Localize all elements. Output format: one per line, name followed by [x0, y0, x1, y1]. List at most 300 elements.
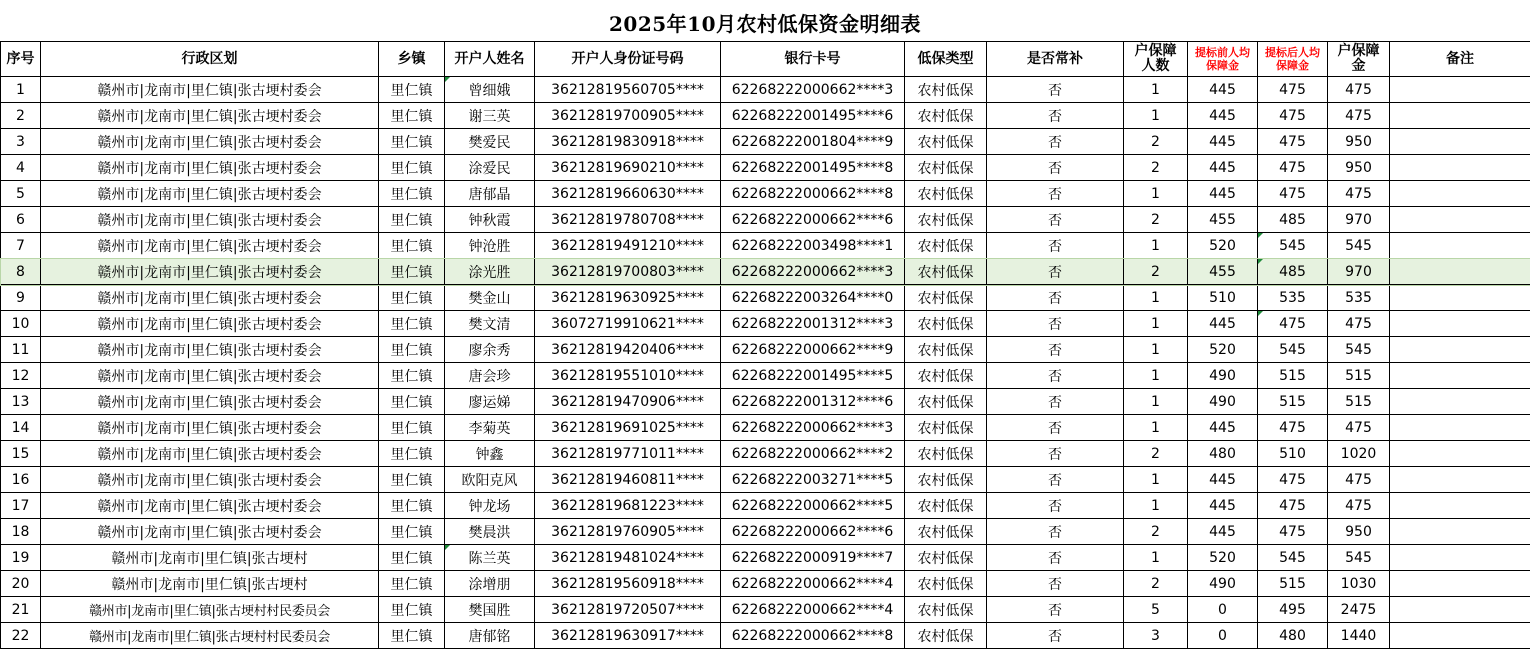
table-row[interactable]	[1, 363, 1530, 389]
cell-before[interactable]: 510	[1188, 285, 1258, 311]
cell-holder[interactable]: 樊金山	[445, 285, 535, 311]
cell-after[interactable]: 475	[1258, 311, 1328, 337]
cell-remark[interactable]	[1390, 389, 1530, 415]
cell-amount[interactable]: 970	[1328, 207, 1390, 233]
cell-regular[interactable]: 否	[987, 155, 1124, 181]
cell-before[interactable]: 455	[1188, 259, 1258, 285]
cell-card[interactable]: 62268222000662****8	[721, 181, 905, 207]
cell-seq[interactable]: 1	[1, 77, 41, 103]
cell-after[interactable]: 515	[1258, 389, 1328, 415]
cell-amount[interactable]: 475	[1328, 493, 1390, 519]
table-row[interactable]	[1, 467, 1530, 493]
cell-amount[interactable]: 1440	[1328, 623, 1390, 649]
cell-card[interactable]: 62268222001495****6	[721, 103, 905, 129]
cell-before[interactable]: 445	[1188, 467, 1258, 493]
table-row[interactable]	[1, 155, 1530, 181]
cell-seq[interactable]: 20	[1, 571, 41, 597]
cell-card[interactable]: 62268222001495****8	[721, 155, 905, 181]
cell-persons[interactable]: 3	[1124, 623, 1188, 649]
cell-after[interactable]: 475	[1258, 181, 1328, 207]
cell-persons[interactable]: 2	[1124, 155, 1188, 181]
cell-remark[interactable]	[1390, 311, 1530, 337]
cell-before[interactable]: 520	[1188, 545, 1258, 571]
header-holder[interactable]: 开户人姓名	[445, 42, 535, 77]
cell-type[interactable]: 农村低保	[905, 467, 987, 493]
cell-before[interactable]: 445	[1188, 181, 1258, 207]
cell-persons[interactable]: 1	[1124, 363, 1188, 389]
cell-town[interactable]: 里仁镇	[379, 155, 445, 181]
table-row[interactable]	[1, 259, 1530, 285]
table-row[interactable]	[1, 311, 1530, 337]
cell-after[interactable]: 475	[1258, 519, 1328, 545]
cell-town[interactable]: 里仁镇	[379, 77, 445, 103]
cell-card[interactable]: 62268222000662****2	[721, 441, 905, 467]
cell-town[interactable]: 里仁镇	[379, 129, 445, 155]
cell-id-no[interactable]: 36212819660630****	[535, 181, 721, 207]
cell-before[interactable]: 0	[1188, 623, 1258, 649]
cell-after[interactable]: 480	[1258, 623, 1328, 649]
cell-regular[interactable]: 否	[987, 233, 1124, 259]
cell-regular[interactable]: 否	[987, 103, 1124, 129]
cell-region[interactable]: 赣州市|龙南市|里仁镇|张古埂村委会	[41, 233, 379, 259]
table-row[interactable]	[1, 493, 1530, 519]
cell-persons[interactable]: 2	[1124, 259, 1188, 285]
table-row[interactable]	[1, 571, 1530, 597]
cell-region[interactable]: 赣州市|龙南市|里仁镇|张古埂村委会	[41, 493, 379, 519]
cell-id-no[interactable]: 36212819630925****	[535, 285, 721, 311]
cell-after[interactable]: 545	[1258, 545, 1328, 571]
cell-card[interactable]: 62268222000662****9	[721, 337, 905, 363]
cell-amount[interactable]: 950	[1328, 129, 1390, 155]
cell-region[interactable]: 赣州市|龙南市|里仁镇|张古埂村村民委员会	[41, 597, 379, 623]
cell-card[interactable]: 62268222000662****3	[721, 415, 905, 441]
cell-seq[interactable]: 17	[1, 493, 41, 519]
cell-town[interactable]: 里仁镇	[379, 441, 445, 467]
cell-card[interactable]: 62268222001495****5	[721, 363, 905, 389]
cell-holder[interactable]: 樊爱民	[445, 129, 535, 155]
cell-region[interactable]: 赣州市|龙南市|里仁镇|张古埂村委会	[41, 103, 379, 129]
cell-card[interactable]: 62268222001312****3	[721, 311, 905, 337]
cell-town[interactable]: 里仁镇	[379, 545, 445, 571]
cell-id-no[interactable]: 36212819720507****	[535, 597, 721, 623]
cell-remark[interactable]	[1390, 519, 1530, 545]
cell-persons[interactable]: 2	[1124, 441, 1188, 467]
cell-town[interactable]: 里仁镇	[379, 311, 445, 337]
cell-town[interactable]: 里仁镇	[379, 623, 445, 649]
cell-holder[interactable]: 钟沧胜	[445, 233, 535, 259]
cell-seq[interactable]: 4	[1, 155, 41, 181]
cell-town[interactable]: 里仁镇	[379, 519, 445, 545]
cell-regular[interactable]: 否	[987, 389, 1124, 415]
cell-id-no[interactable]: 36212819551010****	[535, 363, 721, 389]
cell-persons[interactable]: 1	[1124, 389, 1188, 415]
header-town[interactable]: 乡镇	[379, 42, 445, 77]
cell-town[interactable]: 里仁镇	[379, 363, 445, 389]
cell-remark[interactable]	[1390, 77, 1530, 103]
cell-after[interactable]: 515	[1258, 571, 1328, 597]
cell-region[interactable]: 赣州市|龙南市|里仁镇|张古埂村委会	[41, 337, 379, 363]
cell-amount[interactable]: 475	[1328, 311, 1390, 337]
cell-seq[interactable]: 22	[1, 623, 41, 649]
cell-type[interactable]: 农村低保	[905, 129, 987, 155]
cell-type[interactable]: 农村低保	[905, 571, 987, 597]
cell-card[interactable]: 62268222000662****4	[721, 571, 905, 597]
table-row[interactable]	[1, 597, 1530, 623]
cell-after[interactable]: 475	[1258, 467, 1328, 493]
cell-seq[interactable]: 2	[1, 103, 41, 129]
cell-persons[interactable]: 1	[1124, 467, 1188, 493]
cell-town[interactable]: 里仁镇	[379, 259, 445, 285]
cell-type[interactable]: 农村低保	[905, 441, 987, 467]
cell-after[interactable]: 535	[1258, 285, 1328, 311]
cell-id-no[interactable]: 36212819491210****	[535, 233, 721, 259]
cell-town[interactable]: 里仁镇	[379, 389, 445, 415]
cell-holder[interactable]: 唐郁铭	[445, 623, 535, 649]
cell-after[interactable]: 475	[1258, 155, 1328, 181]
cell-holder[interactable]: 廖运娣	[445, 389, 535, 415]
table-row[interactable]	[1, 441, 1530, 467]
cell-after[interactable]: 485	[1258, 207, 1328, 233]
cell-type[interactable]: 农村低保	[905, 77, 987, 103]
cell-seq[interactable]: 12	[1, 363, 41, 389]
cell-amount[interactable]: 545	[1328, 233, 1390, 259]
cell-seq[interactable]: 5	[1, 181, 41, 207]
cell-card[interactable]: 62268222000662****4	[721, 597, 905, 623]
cell-holder[interactable]: 曾细娥	[445, 77, 535, 103]
cell-region[interactable]: 赣州市|龙南市|里仁镇|张古埂村	[41, 571, 379, 597]
table-row[interactable]	[1, 77, 1530, 103]
cell-seq[interactable]: 15	[1, 441, 41, 467]
cell-regular[interactable]: 否	[987, 597, 1124, 623]
cell-card[interactable]: 62268222003271****5	[721, 467, 905, 493]
cell-persons[interactable]: 1	[1124, 311, 1188, 337]
cell-before[interactable]: 445	[1188, 311, 1258, 337]
cell-regular[interactable]: 否	[987, 363, 1124, 389]
cell-amount[interactable]: 1030	[1328, 571, 1390, 597]
cell-amount[interactable]: 545	[1328, 545, 1390, 571]
cell-type[interactable]: 农村低保	[905, 545, 987, 571]
table-row[interactable]	[1, 415, 1530, 441]
cell-after[interactable]: 545	[1258, 337, 1328, 363]
cell-regular[interactable]: 否	[987, 311, 1124, 337]
cell-region[interactable]: 赣州市|龙南市|里仁镇|张古埂村委会	[41, 259, 379, 285]
cell-amount[interactable]: 515	[1328, 389, 1390, 415]
cell-before[interactable]: 520	[1188, 233, 1258, 259]
cell-seq[interactable]: 10	[1, 311, 41, 337]
cell-remark[interactable]	[1390, 103, 1530, 129]
cell-before[interactable]: 480	[1188, 441, 1258, 467]
cell-card[interactable]: 62268222003498****1	[721, 233, 905, 259]
table-row[interactable]	[1, 181, 1530, 207]
cell-persons[interactable]: 1	[1124, 181, 1188, 207]
cell-after[interactable]: 515	[1258, 363, 1328, 389]
header-amount[interactable]	[1328, 42, 1390, 77]
cell-id-no[interactable]: 36212819560705****	[535, 77, 721, 103]
cell-remark[interactable]	[1390, 415, 1530, 441]
cell-type[interactable]: 农村低保	[905, 233, 987, 259]
cell-remark[interactable]	[1390, 155, 1530, 181]
cell-after[interactable]: 545	[1258, 233, 1328, 259]
cell-seq[interactable]: 7	[1, 233, 41, 259]
cell-before[interactable]: 445	[1188, 129, 1258, 155]
cell-type[interactable]: 农村低保	[905, 207, 987, 233]
cell-persons[interactable]: 1	[1124, 337, 1188, 363]
table-row[interactable]	[1, 207, 1530, 233]
title-cell[interactable]	[0, 0, 1530, 42]
cell-persons[interactable]: 2	[1124, 519, 1188, 545]
cell-card[interactable]: 62268222000662****8	[721, 623, 905, 649]
cell-regular[interactable]: 否	[987, 129, 1124, 155]
cell-remark[interactable]	[1390, 337, 1530, 363]
header-persons[interactable]	[1124, 42, 1188, 77]
header-card[interactable]: 银行卡号	[721, 42, 905, 77]
cell-id-no[interactable]: 36212819481024****	[535, 545, 721, 571]
cell-seq[interactable]: 19	[1, 545, 41, 571]
table-row[interactable]	[1, 389, 1530, 415]
header-type[interactable]: 低保类型	[905, 42, 987, 77]
header-region[interactable]: 行政区划	[41, 42, 379, 77]
cell-holder[interactable]: 李菊英	[445, 415, 535, 441]
cell-holder[interactable]: 钟秋霞	[445, 207, 535, 233]
table-row[interactable]	[1, 233, 1530, 259]
cell-type[interactable]: 农村低保	[905, 623, 987, 649]
cell-holder[interactable]: 欧阳克风	[445, 467, 535, 493]
cell-amount[interactable]: 475	[1328, 467, 1390, 493]
cell-remark[interactable]	[1390, 441, 1530, 467]
cell-id-no[interactable]: 36212819681223****	[535, 493, 721, 519]
cell-seq[interactable]: 6	[1, 207, 41, 233]
cell-after[interactable]: 475	[1258, 129, 1328, 155]
cell-type[interactable]: 农村低保	[905, 389, 987, 415]
cell-region[interactable]: 赣州市|龙南市|里仁镇|张古埂村委会	[41, 129, 379, 155]
cell-before[interactable]: 520	[1188, 337, 1258, 363]
cell-remark[interactable]	[1390, 467, 1530, 493]
cell-id-no[interactable]: 36212819420406****	[535, 337, 721, 363]
cell-id-no[interactable]: 36212819771011****	[535, 441, 721, 467]
cell-persons[interactable]: 1	[1124, 285, 1188, 311]
cell-persons[interactable]: 1	[1124, 233, 1188, 259]
cell-town[interactable]: 里仁镇	[379, 337, 445, 363]
cell-card[interactable]: 62268222000662****3	[721, 77, 905, 103]
cell-regular[interactable]: 否	[987, 259, 1124, 285]
cell-seq[interactable]: 18	[1, 519, 41, 545]
header-seq[interactable]: 序号	[1, 42, 41, 77]
cell-amount[interactable]: 950	[1328, 155, 1390, 181]
cell-regular[interactable]: 否	[987, 519, 1124, 545]
table-row[interactable]	[1, 545, 1530, 571]
cell-region[interactable]: 赣州市|龙南市|里仁镇|张古埂村委会	[41, 519, 379, 545]
cell-type[interactable]: 农村低保	[905, 181, 987, 207]
cell-id-no[interactable]: 36212819830918****	[535, 129, 721, 155]
cell-region[interactable]: 赣州市|龙南市|里仁镇|张古埂村村民委员会	[41, 623, 379, 649]
cell-after[interactable]: 485	[1258, 259, 1328, 285]
cell-holder[interactable]: 陈兰英	[445, 545, 535, 571]
cell-remark[interactable]	[1390, 623, 1530, 649]
cell-amount[interactable]: 950	[1328, 519, 1390, 545]
cell-region[interactable]: 赣州市|龙南市|里仁镇|张古埂村委会	[41, 207, 379, 233]
cell-town[interactable]: 里仁镇	[379, 181, 445, 207]
cell-region[interactable]: 赣州市|龙南市|里仁镇|张古埂村委会	[41, 285, 379, 311]
cell-type[interactable]: 农村低保	[905, 597, 987, 623]
table-row[interactable]	[1, 103, 1530, 129]
cell-seq[interactable]: 8	[1, 259, 41, 285]
cell-remark[interactable]	[1390, 129, 1530, 155]
cell-region[interactable]: 赣州市|龙南市|里仁镇|张古埂村委会	[41, 363, 379, 389]
cell-before[interactable]: 445	[1188, 493, 1258, 519]
cell-town[interactable]: 里仁镇	[379, 285, 445, 311]
cell-amount[interactable]: 475	[1328, 415, 1390, 441]
cell-id-no[interactable]: 36212819700803****	[535, 259, 721, 285]
cell-persons[interactable]: 2	[1124, 129, 1188, 155]
cell-card[interactable]: 62268222000662****6	[721, 207, 905, 233]
cell-id-no[interactable]: 36212819460811****	[535, 467, 721, 493]
cell-town[interactable]: 里仁镇	[379, 103, 445, 129]
cell-id-no[interactable]: 36212819780708****	[535, 207, 721, 233]
header-after[interactable]	[1258, 42, 1328, 77]
cell-persons[interactable]: 2	[1124, 571, 1188, 597]
cell-regular[interactable]: 否	[987, 571, 1124, 597]
cell-type[interactable]: 农村低保	[905, 259, 987, 285]
cell-type[interactable]: 农村低保	[905, 285, 987, 311]
cell-region[interactable]: 赣州市|龙南市|里仁镇|张古埂村委会	[41, 441, 379, 467]
cell-town[interactable]: 里仁镇	[379, 207, 445, 233]
cell-id-no[interactable]: 36212819630917****	[535, 623, 721, 649]
cell-regular[interactable]: 否	[987, 285, 1124, 311]
cell-seq[interactable]: 3	[1, 129, 41, 155]
cell-amount[interactable]: 475	[1328, 181, 1390, 207]
cell-remark[interactable]	[1390, 285, 1530, 311]
cell-regular[interactable]: 否	[987, 623, 1124, 649]
cell-before[interactable]: 490	[1188, 389, 1258, 415]
cell-card[interactable]: 62268222000662****3	[721, 259, 905, 285]
cell-before[interactable]: 490	[1188, 571, 1258, 597]
cell-after[interactable]: 495	[1258, 597, 1328, 623]
cell-remark[interactable]	[1390, 571, 1530, 597]
header-before[interactable]	[1188, 42, 1258, 77]
cell-remark[interactable]	[1390, 597, 1530, 623]
header-regular[interactable]: 是否常补	[987, 42, 1124, 77]
cell-holder[interactable]: 涂光胜	[445, 259, 535, 285]
cell-region[interactable]: 赣州市|龙南市|里仁镇|张古埂村委会	[41, 389, 379, 415]
cell-remark[interactable]	[1390, 207, 1530, 233]
cell-seq[interactable]: 13	[1, 389, 41, 415]
cell-card[interactable]: 62268222000662****6	[721, 519, 905, 545]
cell-id-no[interactable]: 36212819760905****	[535, 519, 721, 545]
cell-persons[interactable]: 1	[1124, 493, 1188, 519]
cell-remark[interactable]	[1390, 181, 1530, 207]
cell-before[interactable]: 490	[1188, 363, 1258, 389]
header-remark[interactable]: 备注	[1390, 42, 1530, 77]
cell-holder[interactable]: 樊文清	[445, 311, 535, 337]
cell-holder[interactable]: 唐会珍	[445, 363, 535, 389]
cell-seq[interactable]: 14	[1, 415, 41, 441]
cell-holder[interactable]: 涂爱民	[445, 155, 535, 181]
cell-remark[interactable]	[1390, 493, 1530, 519]
cell-region[interactable]: 赣州市|龙南市|里仁镇|张古埂村委会	[41, 155, 379, 181]
cell-amount[interactable]: 545	[1328, 337, 1390, 363]
cell-card[interactable]: 62268222000662****5	[721, 493, 905, 519]
cell-regular[interactable]: 否	[987, 493, 1124, 519]
cell-region[interactable]: 赣州市|龙南市|里仁镇|张古埂村	[41, 545, 379, 571]
cell-seq[interactable]: 21	[1, 597, 41, 623]
cell-town[interactable]: 里仁镇	[379, 571, 445, 597]
cell-remark[interactable]	[1390, 545, 1530, 571]
cell-card[interactable]: 62268222003264****0	[721, 285, 905, 311]
cell-persons[interactable]: 1	[1124, 77, 1188, 103]
cell-after[interactable]: 475	[1258, 493, 1328, 519]
cell-region[interactable]: 赣州市|龙南市|里仁镇|张古埂村委会	[41, 467, 379, 493]
cell-type[interactable]: 农村低保	[905, 311, 987, 337]
cell-town[interactable]: 里仁镇	[379, 467, 445, 493]
cell-persons[interactable]: 2	[1124, 207, 1188, 233]
cell-holder[interactable]: 钟龙场	[445, 493, 535, 519]
cell-region[interactable]: 赣州市|龙南市|里仁镇|张古埂村委会	[41, 181, 379, 207]
cell-seq[interactable]: 9	[1, 285, 41, 311]
cell-after[interactable]: 475	[1258, 103, 1328, 129]
cell-persons[interactable]: 1	[1124, 415, 1188, 441]
cell-regular[interactable]: 否	[987, 467, 1124, 493]
cell-holder[interactable]: 谢三英	[445, 103, 535, 129]
cell-id-no[interactable]: 36212819690210****	[535, 155, 721, 181]
cell-region[interactable]: 赣州市|龙南市|里仁镇|张古埂村委会	[41, 311, 379, 337]
cell-before[interactable]: 445	[1188, 415, 1258, 441]
cell-town[interactable]: 里仁镇	[379, 233, 445, 259]
cell-before[interactable]: 455	[1188, 207, 1258, 233]
cell-town[interactable]: 里仁镇	[379, 415, 445, 441]
table-row[interactable]	[1, 129, 1530, 155]
cell-amount[interactable]: 1020	[1328, 441, 1390, 467]
cell-amount[interactable]: 535	[1328, 285, 1390, 311]
cell-remark[interactable]	[1390, 233, 1530, 259]
cell-id-no[interactable]: 36212819700905****	[535, 103, 721, 129]
table-row[interactable]	[1, 337, 1530, 363]
cell-holder[interactable]: 廖余秀	[445, 337, 535, 363]
cell-regular[interactable]: 否	[987, 77, 1124, 103]
cell-region[interactable]: 赣州市|龙南市|里仁镇|张古埂村委会	[41, 415, 379, 441]
cell-type[interactable]: 农村低保	[905, 493, 987, 519]
cell-card[interactable]: 62268222001804****9	[721, 129, 905, 155]
cell-before[interactable]: 445	[1188, 77, 1258, 103]
cell-regular[interactable]: 否	[987, 181, 1124, 207]
cell-after[interactable]: 510	[1258, 441, 1328, 467]
cell-town[interactable]: 里仁镇	[379, 597, 445, 623]
cell-persons[interactable]: 5	[1124, 597, 1188, 623]
cell-remark[interactable]	[1390, 259, 1530, 285]
cell-id-no[interactable]: 36212819560918****	[535, 571, 721, 597]
cell-persons[interactable]: 1	[1124, 545, 1188, 571]
cell-after[interactable]: 475	[1258, 415, 1328, 441]
cell-amount[interactable]: 475	[1328, 77, 1390, 103]
cell-id-no[interactable]: 36212819470906****	[535, 389, 721, 415]
cell-seq[interactable]: 16	[1, 467, 41, 493]
cell-type[interactable]: 农村低保	[905, 337, 987, 363]
cell-type[interactable]: 农村低保	[905, 363, 987, 389]
header-id-no[interactable]: 开户人身份证号码	[535, 42, 721, 77]
cell-regular[interactable]: 否	[987, 441, 1124, 467]
cell-regular[interactable]: 否	[987, 545, 1124, 571]
cell-holder[interactable]: 樊晨洪	[445, 519, 535, 545]
cell-type[interactable]: 农村低保	[905, 415, 987, 441]
cell-holder[interactable]: 樊国胜	[445, 597, 535, 623]
cell-card[interactable]: 62268222001312****6	[721, 389, 905, 415]
cell-before[interactable]: 0	[1188, 597, 1258, 623]
cell-remark[interactable]	[1390, 363, 1530, 389]
cell-amount[interactable]: 475	[1328, 103, 1390, 129]
cell-holder[interactable]: 唐郁晶	[445, 181, 535, 207]
cell-holder[interactable]: 涂增朋	[445, 571, 535, 597]
cell-amount[interactable]: 970	[1328, 259, 1390, 285]
cell-id-no[interactable]: 36212819691025****	[535, 415, 721, 441]
